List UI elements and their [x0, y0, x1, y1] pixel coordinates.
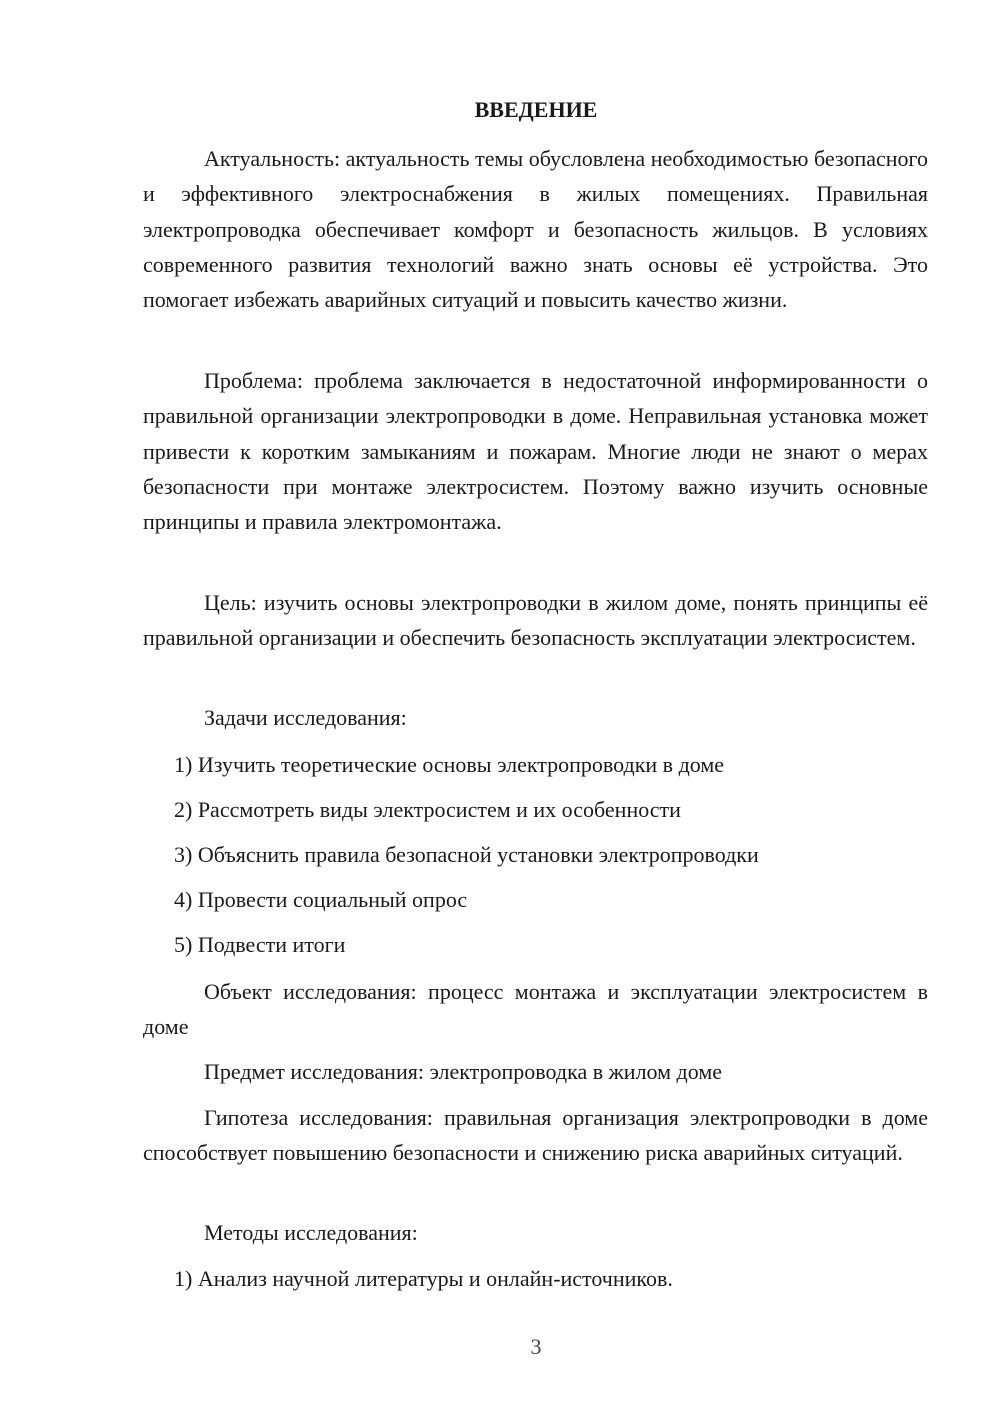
methods-heading: Методы исследования: [204, 1220, 418, 1245]
task-item-5: 5) Подвести итоги [174, 932, 346, 957]
page-title: ВВЕДЕНИЕ [474, 97, 598, 122]
goal-paragraph: Цель: изучить основы электропроводки в жилом доме, понять принципы её правильной организации и обеспечить безопасность эксплуатации электросистем. [143, 590, 928, 651]
task-item-4: 4) Провести социальный опрос [174, 887, 468, 912]
object-paragraph: Объект исследования: процесс монтажа и эксплуатации электросистем в доме [143, 979, 928, 1040]
subject-paragraph: Предмет исследования: электропроводка в жилом доме [204, 1059, 723, 1084]
task-item-2: 2) Рассмотреть виды электросистем и их особенности [174, 797, 681, 822]
page-number: 3 [530, 1334, 542, 1359]
tasks-heading: Задачи исследования: [204, 705, 407, 730]
relevance-paragraph: Актуальность: актуальность темы обусловлена необходимостью безопасного и эффективного электроснабжения в жилых помещениях. Правильная электропроводка обеспечивает комфорт и безопасность жильцов. В условиях современного развития технологий важно знать основы её устройства. Это помогает избежать аварийных ситуаций и повысить качество жизни. [143, 146, 928, 313]
problem-paragraph: Проблема: проблема заключается в недостаточной информированности о правильной организации электропроводки в доме. Неправильная установка может привести к коротким замыканиям и пожарам. Многие люди не знают о мерах безопасности при монтаже электросистем. Поэтому важно изучить основные принципы и правила электромонтажа. [143, 368, 928, 535]
method-item-1: 1) Анализ научной литературы и онлайн-источников. [174, 1266, 673, 1291]
task-item-3: 3) Объяснить правила безопасной установки электропроводки [174, 842, 759, 867]
task-item-1: 1) Изучить теоретические основы электропроводки в доме [174, 752, 725, 777]
hypothesis-paragraph: Гипотеза исследования: правильная организация электропроводки в доме способствует повышению безопасности и снижению риска аварийных ситуаций. [143, 1105, 928, 1166]
